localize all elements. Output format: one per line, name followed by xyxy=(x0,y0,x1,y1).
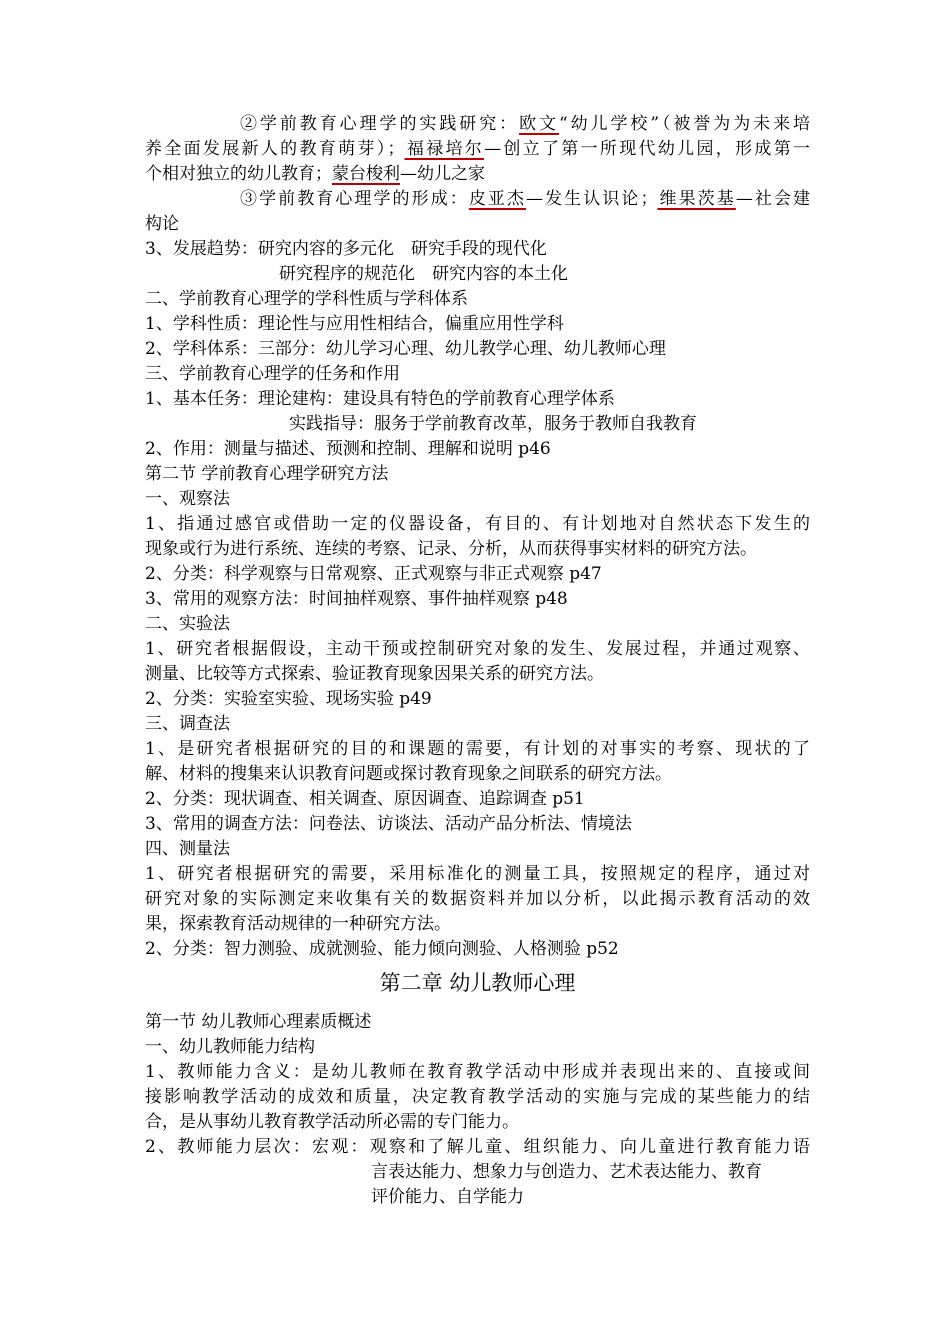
text-line: 1、是研究者根据研究的目的和课题的需要，有计划的对事实的考察、现状的了 xyxy=(145,739,810,759)
section-heading: 三、学前教育心理学的任务和作用 xyxy=(145,364,400,384)
section-heading: 四、测量法 xyxy=(145,839,230,859)
text-line: 1、学科性质：理论性与应用性相结合，偏重应用性学科 xyxy=(145,314,564,334)
text-line: 1、研究者根据假设，主动干预或控制研究对象的发生、发展过程，并通过观察、 xyxy=(145,639,810,659)
text-line: 评价能力、自学能力 xyxy=(371,1187,524,1207)
underlined-name: 福禄培尔 xyxy=(404,139,485,159)
text-line: 2、学科体系：三部分：幼儿学习心理、幼儿教学心理、幼儿教师心理 xyxy=(145,339,666,359)
text-line: 测量、比较等方式探索、验证教育现象因果关系的研究方法。 xyxy=(145,664,604,684)
text-line: 1、研究者根据研究的需要，采用标准化的测量工具，按照规定的程序，通过对 xyxy=(145,864,810,884)
section-heading: 二、学前教育心理学的学科性质与学科体系 xyxy=(145,289,468,309)
document-page xyxy=(145,112,810,1210)
text-line: ②学前教育心理学的实践研究：欧文“幼儿学校”（被誉为为未来培 xyxy=(240,114,811,134)
text-line: 3、发展趋势：研究内容的多元化 研究手段的现代化 xyxy=(145,239,547,259)
text-line: 1、指通过感官或借助一定的仪器设备，有目的、有计划地对自然状态下发生的 xyxy=(145,514,810,534)
text-line: 2、分类：科学观察与日常观察、正式观察与非正式观察 p47 xyxy=(145,564,602,584)
text-line: 2、教师能力层次：宏观：观察和了解儿童、组织能力、向儿童进行教育能力语 xyxy=(145,1137,810,1157)
text-line: 2、分类：实验室实验、现场实验 p49 xyxy=(145,689,432,709)
text-line: 2、分类：现状调查、相关调查、原因调查、追踪调查 p51 xyxy=(145,789,585,809)
text-line: 3、常用的观察方法：时间抽样观察、事件抽样观察 p48 xyxy=(145,589,568,609)
underlined-name: 蒙台梭利 xyxy=(332,164,400,184)
text-line: 2、作用：测量与描述、预测和控制、理解和说明 p46 xyxy=(145,439,551,459)
text-line: 构论 xyxy=(145,214,179,234)
text-line: 合，是从事幼儿教育教学活动所必需的专门能力。 xyxy=(145,1112,519,1132)
text-line: 接影响教学活动的成效和质量，决定教育教学活动的实施与完成的某些能力的结 xyxy=(145,1087,810,1107)
chapter-title: 第二章 幼儿教师心理 xyxy=(379,971,576,995)
underlined-name: 皮亚杰 xyxy=(468,189,527,209)
underlined-name: 欧文 xyxy=(519,114,559,134)
section-heading: 一、观察法 xyxy=(145,489,230,509)
text-line: 研究程序的规范化 研究内容的本土化 xyxy=(279,264,568,284)
section-heading: 三、调查法 xyxy=(145,714,230,734)
text-line: ③学前教育心理学的形成：皮亚杰—发生认识论；维果茨基—社会建 xyxy=(240,189,811,209)
section-heading: 第一节 幼儿教师心理素质概述 xyxy=(145,1012,372,1032)
section-heading: 二、实验法 xyxy=(145,614,230,634)
text-line: 2、分类：智力测验、成就测验、能力倾向测验、人格测验 p52 xyxy=(145,939,619,959)
text-line: 解、材料的搜集来认识教育问题或探讨教育现象之间联系的研究方法。 xyxy=(145,764,672,784)
text-line: 养全面发展新人的教育萌芽）；福禄培尔—创立了第一所现代幼儿园，形成第一 xyxy=(145,139,811,159)
text-line: 言表达能力、想象力与创造力、艺术表达能力、教育 xyxy=(371,1162,762,1182)
text-line: 3、常用的调查方法：问卷法、访谈法、活动产品分析法、情境法 xyxy=(145,814,632,834)
text-line: 实践指导：服务于学前教育改革，服务于教师自我教育 xyxy=(289,414,697,434)
underlined-name: 维果茨基 xyxy=(657,189,736,209)
text-line: 现象或行为进行系统、连续的考察、记录、分析，从而获得事实材料的研究方法。 xyxy=(145,539,757,559)
text-line: 个相对独立的幼儿教育；蒙台梭利—幼儿之家 xyxy=(145,164,485,184)
section-heading: 第二节 学前教育心理学研究方法 xyxy=(145,464,389,484)
text-line: 果，探索教育活动规律的一种研究方法。 xyxy=(145,914,451,934)
text-line: 1、基本任务：理论建构：建设具有特色的学前教育心理学体系 xyxy=(145,389,615,409)
text-line: 1、教师能力含义：是幼儿教师在教育教学活动中形成并表现出来的、直接或间 xyxy=(145,1062,810,1082)
section-heading: 一、幼儿教师能力结构 xyxy=(145,1037,315,1057)
text-line: 研究对象的实际测定来收集有关的数据资料并加以分析，以此揭示教育活动的效 xyxy=(145,889,810,909)
